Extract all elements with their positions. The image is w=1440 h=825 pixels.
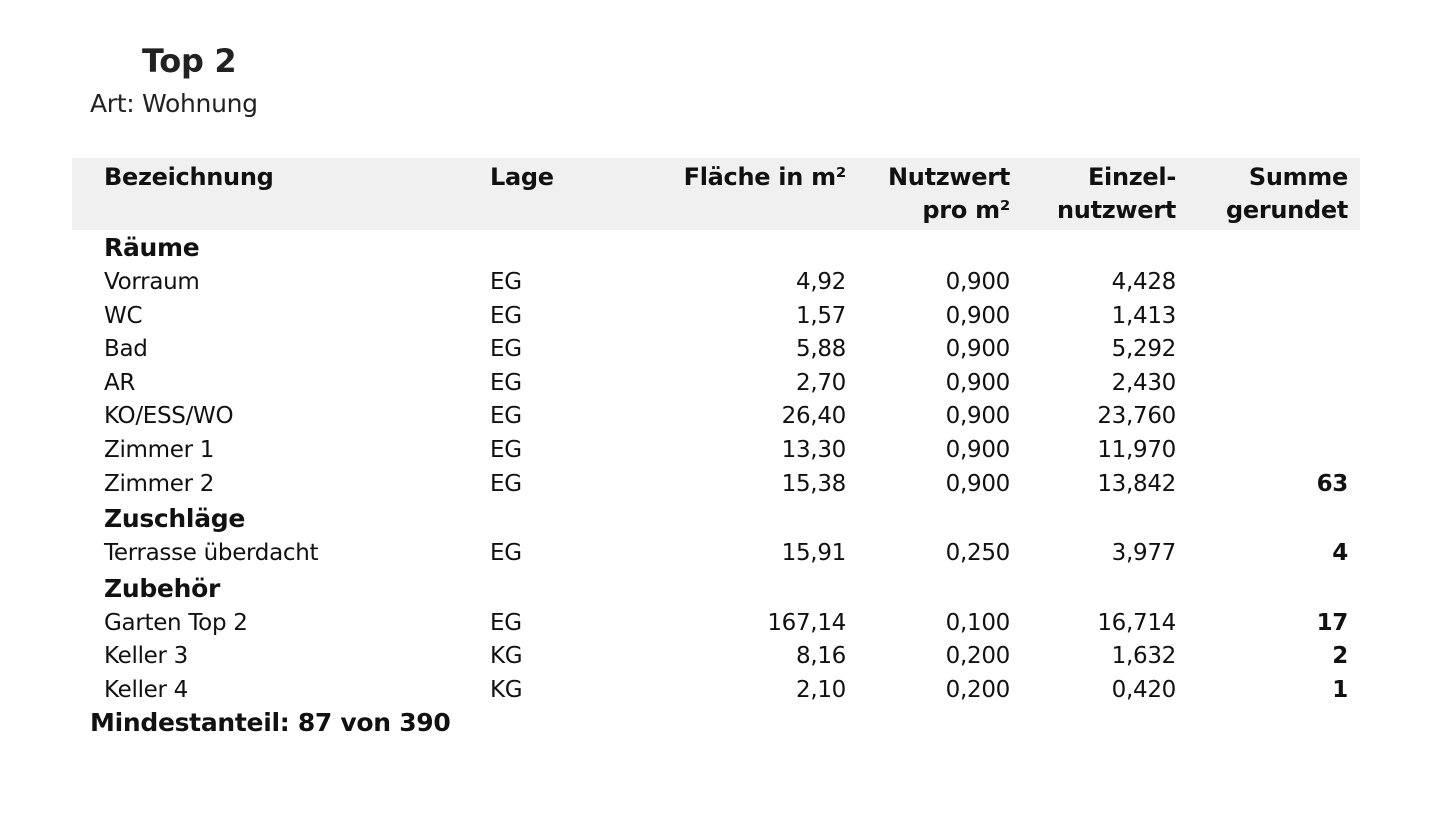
cell-flaeche: 2,70 <box>795 369 846 396</box>
nutzwert-table <box>72 158 1360 708</box>
cell-einzelnutzwert: 16,714 <box>1097 609 1176 636</box>
cell-lage: EG <box>490 369 522 396</box>
cell-lage: KG <box>490 676 523 703</box>
cell-bezeichnung: Keller 3 <box>104 643 189 670</box>
cell-bezeichnung: Vorraum <box>104 269 200 295</box>
cell-lage: EG <box>490 436 522 463</box>
cell-bezeichnung: Zimmer 2 <box>104 470 215 497</box>
cell-lage: EG <box>490 403 522 430</box>
cell-summe: 1 <box>1332 676 1348 703</box>
cell-nutzwert: 0,900 <box>945 403 1010 430</box>
cell-flaeche: 1,57 <box>795 302 846 329</box>
cell-einzelnutzwert: 1,413 <box>1111 302 1176 329</box>
cell-einzelnutzwert: 2,430 <box>1111 369 1176 396</box>
cell-nutzwert: 0,900 <box>945 470 1010 497</box>
header-einzelnutzwert: Einzel-nutzwert <box>1014 158 1182 230</box>
cell-einzelnutzwert: 23,760 <box>1097 403 1176 430</box>
cell-summe <box>1182 434 1360 468</box>
mindestanteil: Mindestanteil: 87 von 390 <box>90 708 451 737</box>
cell-summe <box>1182 367 1360 401</box>
cell-summe: 63 <box>1316 470 1348 497</box>
cell-flaeche: 167,14 <box>767 609 846 636</box>
cell-bezeichnung: Terrasse überdacht <box>104 540 319 567</box>
cell-flaeche: 15,91 <box>781 540 846 567</box>
cell-summe: 17 <box>1316 609 1348 636</box>
cell-einzelnutzwert: 5,292 <box>1111 336 1176 363</box>
cell-lage: EG <box>490 302 522 329</box>
cell-bezeichnung: KO/ESS/WO <box>104 403 234 430</box>
unit-title: Top 2 <box>142 42 237 80</box>
cell-flaeche: 13,30 <box>781 436 846 463</box>
cell-flaeche: 5,88 <box>795 336 846 363</box>
cell-summe <box>1182 333 1360 367</box>
cell-nutzwert: 0,900 <box>945 336 1010 363</box>
cell-lage: EG <box>490 540 522 567</box>
cell-einzelnutzwert: 11,970 <box>1097 436 1176 463</box>
header-nutzwert: Nutzwert pro m² <box>848 158 1014 230</box>
cell-einzelnutzwert: 3,977 <box>1111 540 1176 567</box>
cell-lage: EG <box>490 470 522 497</box>
cell-nutzwert: 0,900 <box>945 302 1010 329</box>
cell-nutzwert: 0,200 <box>945 676 1010 703</box>
cell-nutzwert: 0,900 <box>945 436 1010 463</box>
header-bezeichnung: Bezeichnung <box>72 158 490 230</box>
header-lage: Lage <box>490 158 660 230</box>
cell-bezeichnung: Zimmer 1 <box>104 436 215 463</box>
cell-summe <box>1182 266 1360 300</box>
section-title: Zubehör <box>104 573 220 603</box>
cell-einzelnutzwert: 13,842 <box>1097 470 1176 497</box>
cell-einzelnutzwert: 1,632 <box>1111 643 1176 670</box>
section-title: Räume <box>104 233 200 262</box>
cell-nutzwert: 0,900 <box>945 369 1010 396</box>
cell-bezeichnung: Keller 4 <box>104 676 189 703</box>
cell-bezeichnung: WC <box>104 302 143 329</box>
cell-nutzwert: 0,200 <box>945 643 1010 670</box>
cell-lage: EG <box>490 609 522 636</box>
cell-flaeche: 15,38 <box>781 470 846 497</box>
cell-summe: 4 <box>1332 540 1348 567</box>
section-title: Zuschläge <box>104 504 246 534</box>
cell-summe: 2 <box>1332 643 1348 670</box>
cell-flaeche: 26,40 <box>781 403 846 430</box>
cell-nutzwert: 0,100 <box>945 609 1010 636</box>
cell-einzelnutzwert: 0,420 <box>1111 676 1176 703</box>
cell-lage: EG <box>490 336 522 363</box>
cell-lage: KG <box>490 643 523 670</box>
cell-flaeche: 4,92 <box>795 269 846 295</box>
cell-nutzwert: 0,900 <box>945 269 1010 295</box>
cell-summe <box>1182 400 1360 434</box>
header-summe: Summe gerundet <box>1182 158 1360 230</box>
header-flaeche: Fläche in m² <box>660 158 848 230</box>
cell-flaeche: 8,16 <box>795 643 846 670</box>
cell-flaeche: 2,10 <box>795 676 846 703</box>
cell-nutzwert: 0,250 <box>945 540 1010 567</box>
cell-summe <box>1182 300 1360 334</box>
cell-bezeichnung: AR <box>104 369 136 396</box>
cell-bezeichnung: Bad <box>104 336 148 363</box>
cell-bezeichnung: Garten Top 2 <box>104 609 248 636</box>
cell-einzelnutzwert: 4,428 <box>1111 269 1176 295</box>
unit-type: Art: Wohnung <box>90 89 258 118</box>
cell-lage: EG <box>490 269 522 295</box>
